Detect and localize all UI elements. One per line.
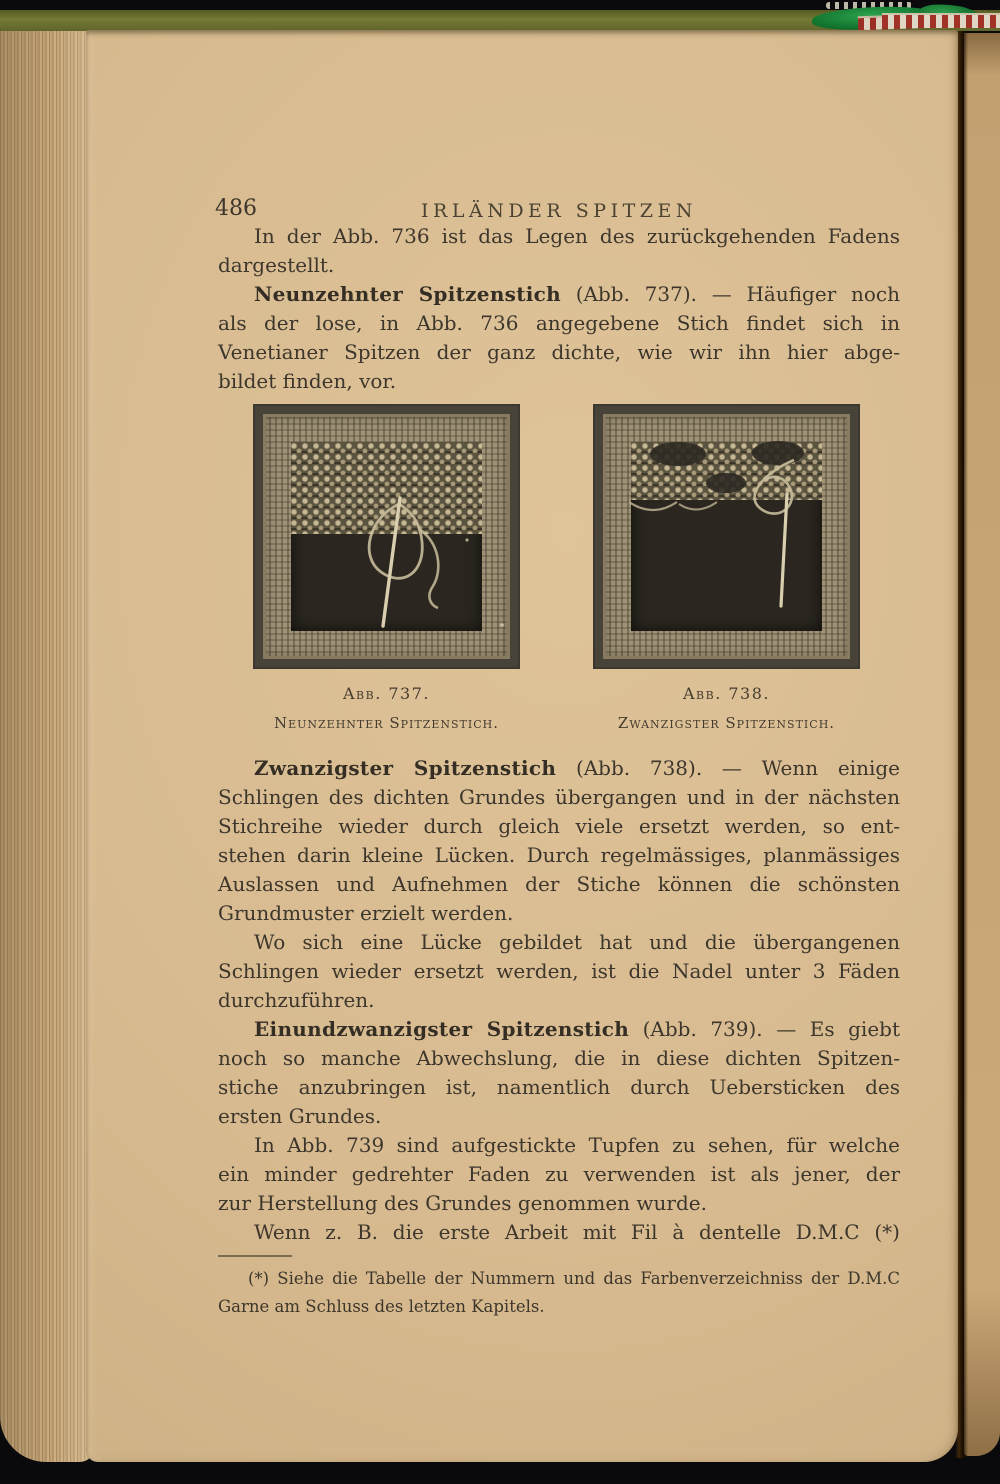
- text-line: noch so manche Abwechslung, die in diese dichten Spitzen-: [218, 1046, 900, 1070]
- page-edges-stack: [0, 31, 94, 1462]
- lace-photo-737: [253, 404, 520, 669]
- paragraph: [218, 1131, 900, 1218]
- text-line: Stichreihe wieder durch gleich viele ersetzt werden, so ent-: [218, 814, 900, 838]
- text-line: zur Herstellung des Grundes genommen wurde.: [218, 1191, 707, 1215]
- text-line: Schlingen des dichten Grundes übergangen und in der nächsten: [218, 785, 900, 809]
- paragraph: [218, 928, 900, 1015]
- text-line: dargestellt.: [218, 253, 335, 277]
- text-line: Zwanzigster Spitzenstich (Abb. 738). — Wenn einige: [254, 756, 900, 780]
- paragraph: [218, 754, 900, 928]
- paragraphs-top: [218, 222, 900, 396]
- text-line: stehen darin kleine Lücken. Durch regelmässiges, planmässiges: [218, 843, 900, 867]
- needle-and-thread-illustration: [593, 404, 860, 669]
- text-line: durchzuführen.: [218, 988, 375, 1012]
- stitch-heading: Einundzwanzigster Spitzenstich: [254, 1017, 630, 1041]
- lace-photo-738: [593, 404, 860, 669]
- figure-caption: [253, 679, 520, 738]
- text-line: (*) Siehe die Tabelle der Nummern und das Farbenverzeichniss der D.M.C: [248, 1269, 900, 1288]
- page-content: [218, 222, 900, 1321]
- text-line: Schlingen wieder ersetzt werden, ist die Nadel unter 3 Fäden: [218, 959, 900, 983]
- paragraph: [218, 222, 900, 280]
- text-line: Venetianer Spitzen der ganz dichte, wie wir ihn hier abge-: [218, 340, 900, 364]
- paragraph: [218, 1265, 900, 1321]
- text-line: stiche anzubringen ist, namentlich durch Uebersticken des: [218, 1075, 900, 1099]
- paragraph: [218, 1015, 900, 1131]
- text-line: In Abb. 739 sind aufgestickte Tupfen zu sehen, für welche: [254, 1133, 900, 1157]
- figure-caption: [593, 679, 860, 738]
- footnote-rule: [218, 1255, 292, 1257]
- text-line: Garne am Schluss des letzten Kapitels.: [218, 1297, 545, 1316]
- figure-row: [253, 404, 900, 738]
- text-line: Einundzwanzigster Spitzenstich (Abb. 739). — Es giebt: [254, 1017, 900, 1041]
- headband-checkered-band: [882, 13, 1000, 28]
- text-line: Wo sich eine Lücke gebildet hat und die übergangenen: [254, 930, 900, 954]
- book-page: [86, 30, 958, 1462]
- text-line: ersten Grundes.: [218, 1104, 382, 1128]
- text-line: Auslassen und Aufnehmen der Stiche können die schönsten: [218, 872, 900, 896]
- figure-caption-title: Zwanzigster Spitzenstich.: [617, 714, 836, 732]
- running-header: IRLÄNDER SPITZEN: [421, 200, 697, 222]
- paragraphs-bottom: [218, 754, 900, 1247]
- text-line: Grundmuster erzielt werden.: [218, 901, 514, 925]
- text-line: ein minder gedrehter Faden zu verwenden ist als jener, der: [218, 1162, 900, 1186]
- text-line: In der Abb. 736 ist das Legen des zurückgehenden Fadens: [254, 224, 900, 248]
- text-line: Neunzehnter Spitzenstich (Abb. 737). — Häufiger noch: [254, 282, 900, 306]
- text-line: Wenn z. B. die erste Arbeit mit Fil à dentelle D.M.C (*): [254, 1220, 900, 1244]
- figure-738: [593, 404, 860, 738]
- figure-caption-title: Neunzehnter Spitzenstich.: [273, 714, 499, 732]
- needle-and-thread-illustration: [253, 404, 520, 669]
- figure-caption-number: Abb. 738.: [682, 684, 771, 703]
- page-number: 486: [215, 196, 257, 221]
- paragraph: [218, 280, 900, 396]
- footnote: [218, 1265, 900, 1321]
- text-line: als der lose, in Abb. 736 angegebene Stich findet sich in: [218, 311, 900, 335]
- stitch-heading: Zwanzigster Spitzenstich: [254, 756, 557, 780]
- figure-737: [253, 404, 520, 738]
- book-headband: [810, 2, 1000, 32]
- figure-caption-number: Abb. 737.: [342, 684, 431, 703]
- paragraph: [218, 1218, 900, 1247]
- text-line: bildet finden, vor.: [218, 369, 397, 393]
- stitch-heading: Neunzehnter Spitzenstich: [254, 282, 561, 306]
- next-page-edge: [964, 33, 1000, 1456]
